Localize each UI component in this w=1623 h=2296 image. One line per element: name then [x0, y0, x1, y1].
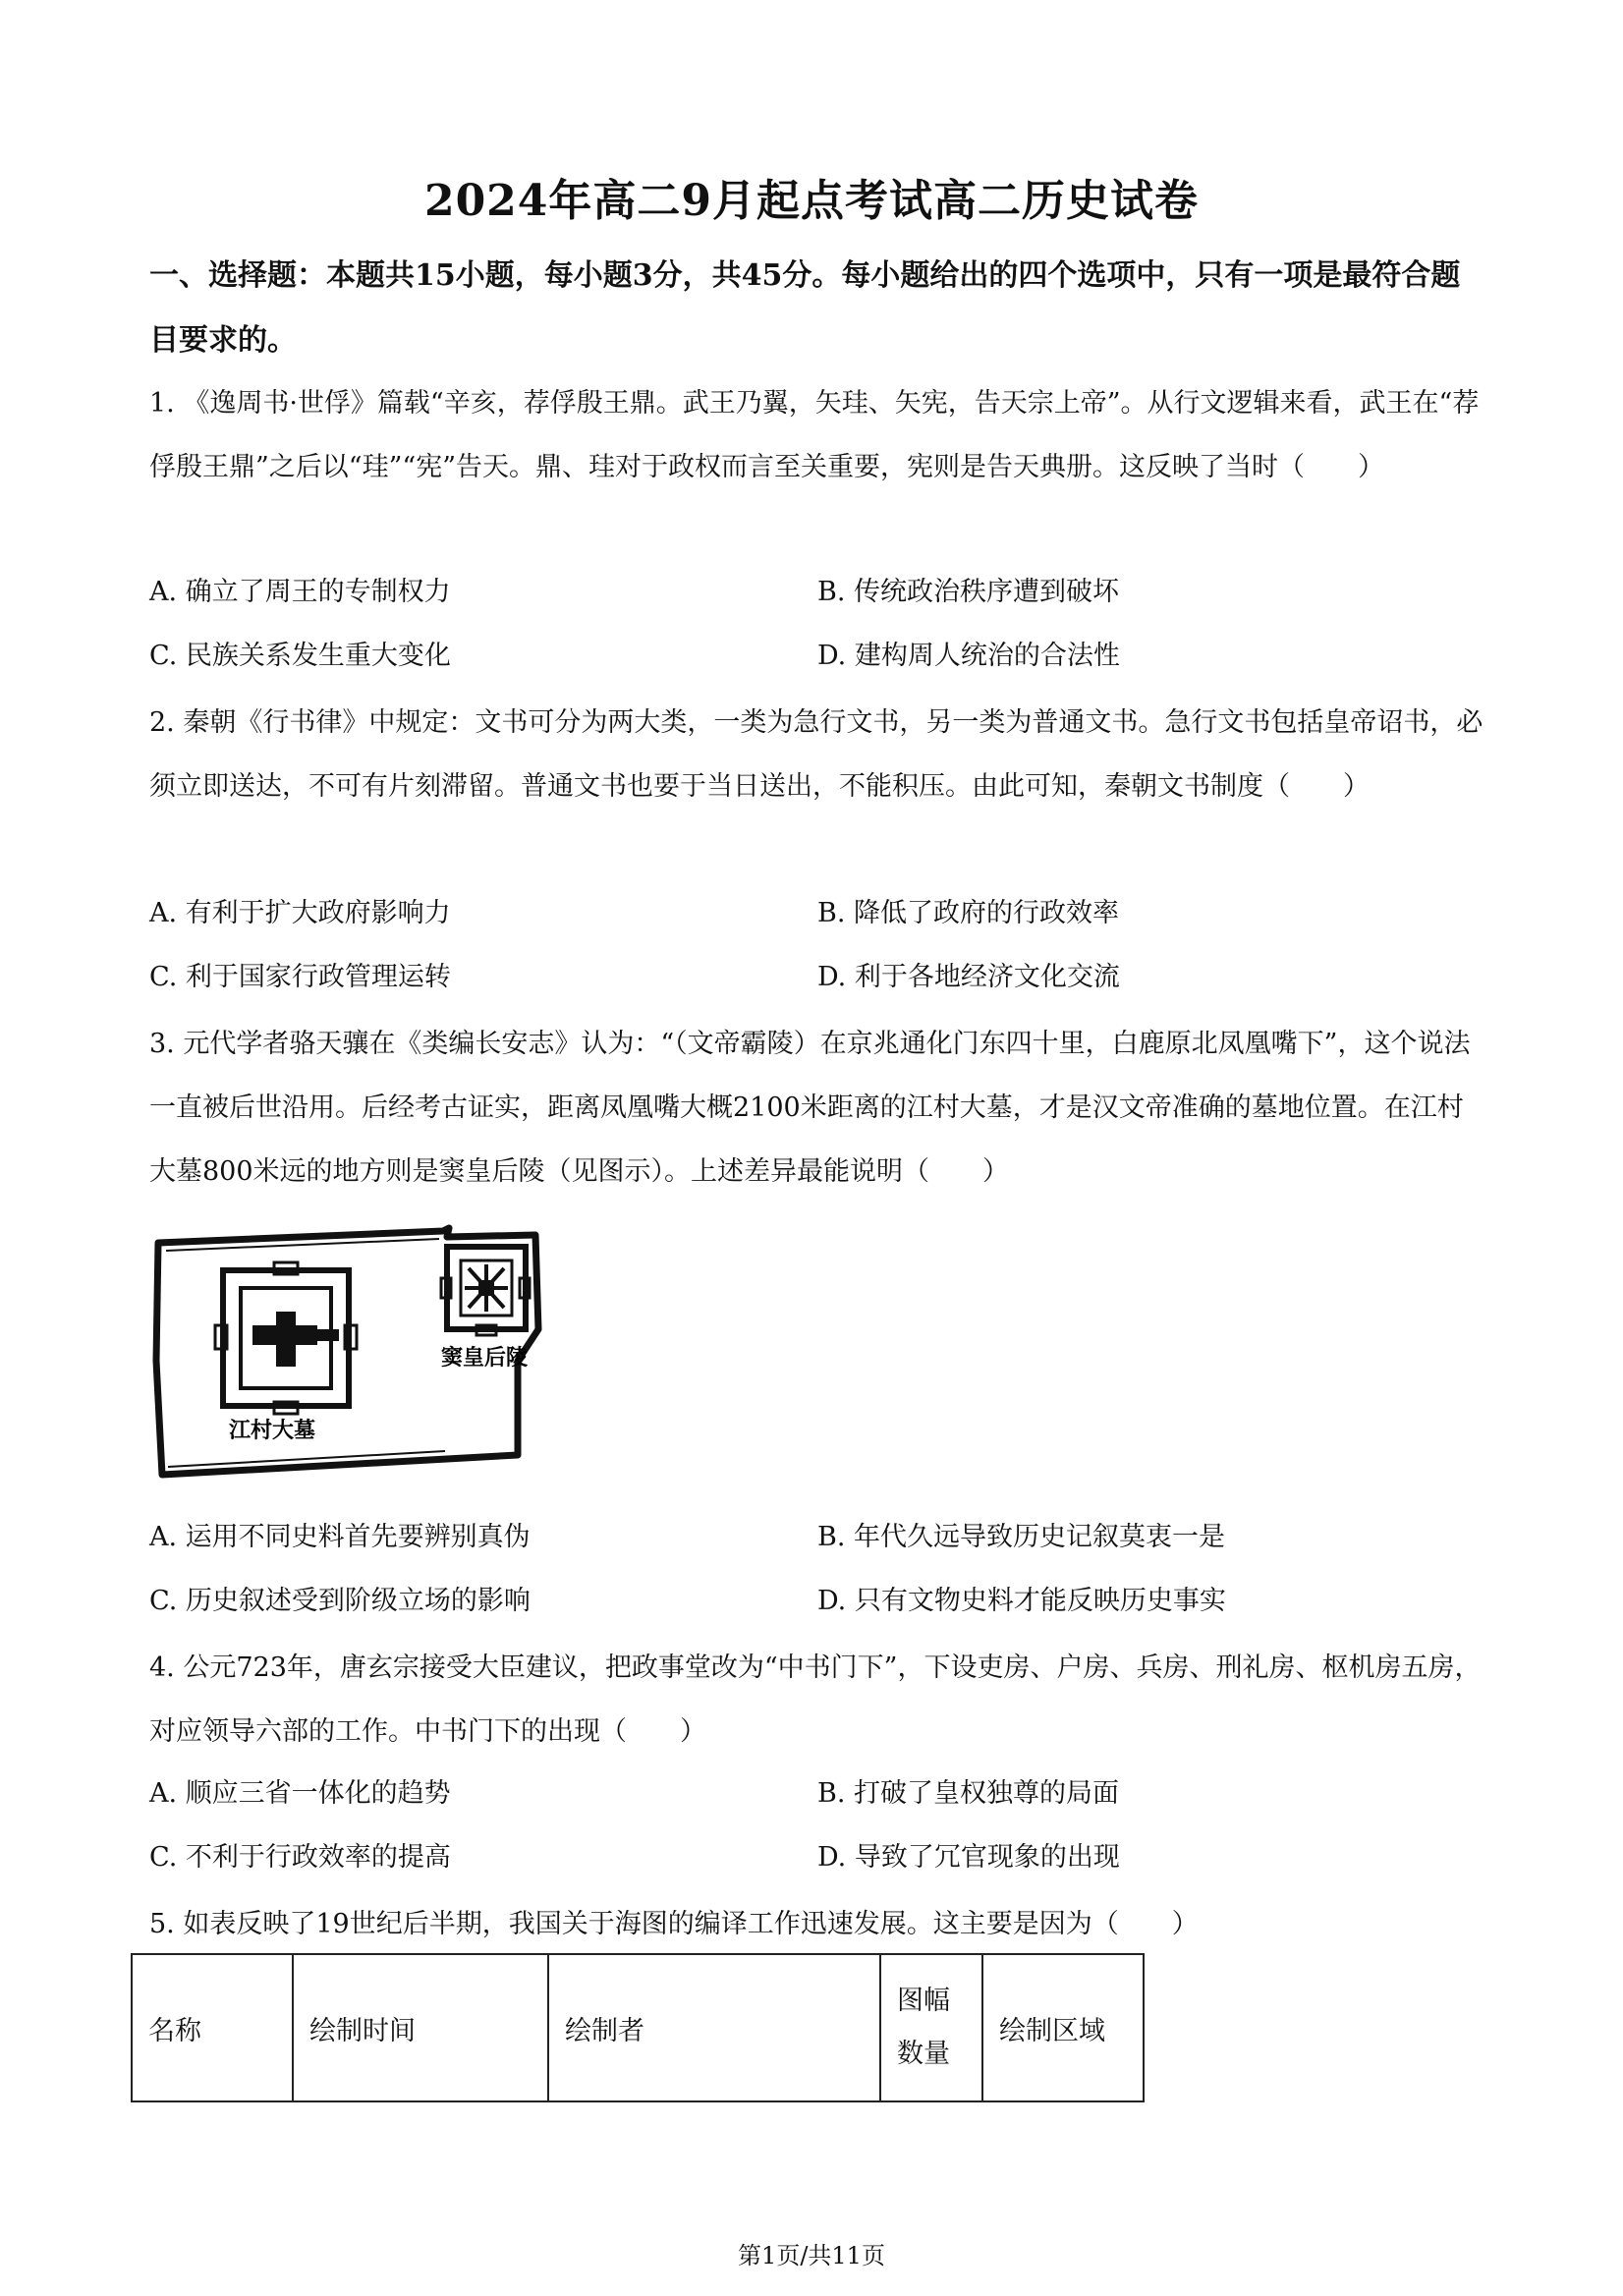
tomb-layout-figure [152, 1223, 550, 1481]
page-number: 第1页/共11页 [738, 2242, 885, 2269]
question-3-option-b[interactable]: B. 年代久远导致历史记叙莫衷一是 [817, 1522, 1226, 1552]
label-empress-dou-tomb: 窦皇后陵 [441, 1346, 529, 1371]
question-4-option-d[interactable]: D. 导致了冗官现象的出现 [817, 1842, 1120, 1873]
table-header-region: 绘制区域 [982, 1954, 1144, 2101]
section-instructions: 一、选择题：本题共15小题，每小题3分，共45分。每小题给出的四个选项中，只有一项是最符合题目要求的。 [149, 258, 1461, 358]
question-2-option-a[interactable]: A. 有利于扩大政府影响力 [149, 898, 451, 928]
question-5-table [131, 1953, 1145, 2102]
question-4-option-a[interactable]: A. 顺应三省一体化的趋势 [149, 1778, 451, 1809]
table-header-time: 绘制时间 [293, 1954, 548, 2101]
question-1-stem: 1. 《逸周书·世俘》篇载“辛亥，荐俘殷王鼎。武王乃翼，矢珪、矢宪，告天宗上帝”。从行文逻辑来看，武王在“荐俘殷王鼎”之后以“珪”“宪”告天。鼎、珪对于政权而言至关重要，宪则是告天典册。这反映了当时（ ） [149, 388, 1480, 482]
question-2-stem: 2. 秦朝《行书律》中规定：文书可分为两大类，一类为急行文书，另一类为普通文书。急行文书包括皇帝诏书，必须立即送达，不可有片刻滞留。普通文书也要于当日送出，不能积压。由此可知，秦朝文书制度（ ） [149, 707, 1483, 802]
question-4-option-b[interactable]: B. 打破了皇权独尊的局面 [817, 1778, 1120, 1809]
question-1-option-a[interactable]: A. 确立了周王的专制权力 [149, 577, 451, 607]
question-4-option-c[interactable]: C. 不利于行政效率的提高 [149, 1842, 451, 1873]
question-4-stem: 4. 公元723年，唐玄宗接受大臣建议，把政事堂改为“中书门下”，下设吏房、户房、兵房、刑礼房、枢机房五房，对应领导六部的工作。中书门下的出现（ ） [149, 1652, 1482, 1747]
table-header-sheet-count: 图幅数量 [880, 1954, 982, 2101]
question-1-option-c[interactable]: C. 民族关系发生重大变化 [149, 641, 451, 671]
question-2-option-b[interactable]: B. 降低了政府的行政效率 [817, 898, 1120, 928]
exam-title: 2024年高二9月起点考试高二历史试卷 [423, 176, 1200, 226]
question-1-option-d[interactable]: D. 建构周人统治的合法性 [817, 641, 1120, 671]
question-5-stem: 5. 如表反映了19世纪后半期，我国关于海图的编译工作迅速发展。这主要是因为（ ） [149, 1909, 1199, 1939]
question-2-option-d[interactable]: D. 利于各地经济文化交流 [817, 962, 1120, 992]
question-3-option-a[interactable]: A. 运用不同史料首先要辨别真伪 [149, 1522, 531, 1552]
question-3-stem: 3. 元代学者骆天骧在《类编长安志》认为：“（文帝霸陵）在京兆通化门东四十里，白鹿原北凤凰嘴下”，这个说法一直被后世沿用。后经考古证实，距离凤凰嘴大概2100米距离的江村大墓，才是汉文帝准确的墓地位置。在江村大墓800米远的地方则是窦皇后陵（见图示）。上述差异最能说明（ ） [149, 1029, 1471, 1187]
label-jiangcun-tomb: 江村大墓 [229, 1419, 316, 1443]
table-header-name: 名称 [132, 1954, 293, 2101]
question-3-option-d[interactable]: D. 只有文物史料才能反映历史事实 [817, 1586, 1226, 1616]
question-1-option-b[interactable]: B. 传统政治秩序遭到破坏 [817, 577, 1120, 607]
table-header-author: 绘制者 [548, 1954, 880, 2101]
tomb-map-drawing [152, 1223, 550, 1481]
question-3-option-c[interactable]: C. 历史叙述受到阶级立场的影响 [149, 1586, 531, 1616]
table-header-row [132, 1954, 1144, 2101]
question-2-option-c[interactable]: C. 利于国家行政管理运转 [149, 962, 451, 992]
